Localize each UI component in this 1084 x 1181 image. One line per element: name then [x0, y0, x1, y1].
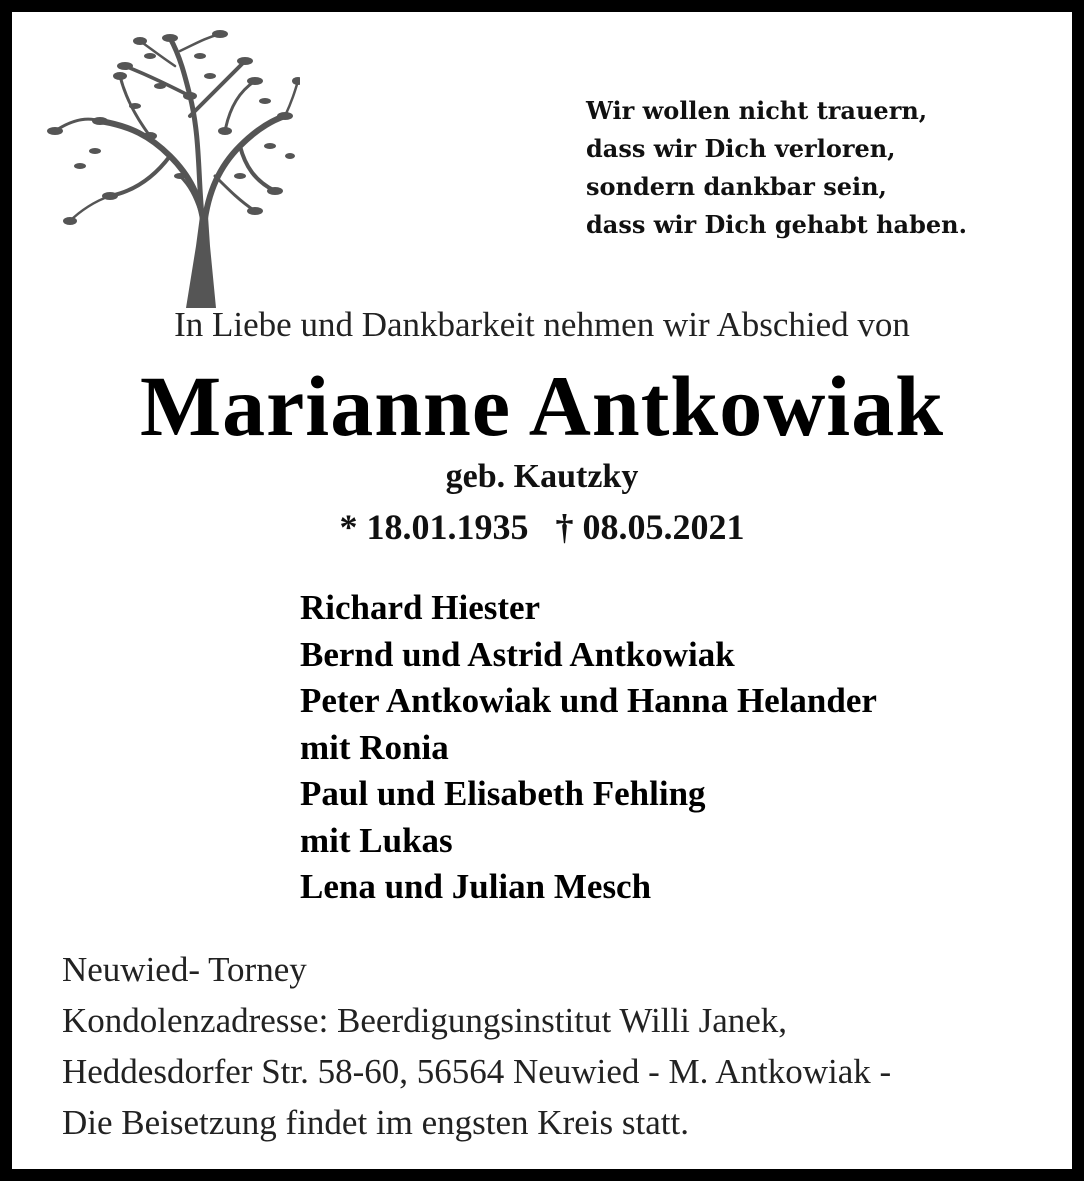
- poem-line: dass wir Dich gehabt haben.: [586, 210, 967, 239]
- poem: [586, 92, 1036, 244]
- intro-text: In Liebe und Dankbarkeit nehmen wir Abschied von: [174, 305, 910, 344]
- mourner-line: Bernd und Astrid Antkowiak: [300, 634, 735, 674]
- mourners-list: [300, 585, 1040, 911]
- mourner-line: mit Lukas: [300, 820, 453, 860]
- deceased-name: Marianne Antkowiak: [139, 358, 945, 454]
- mourner-line: mit Ronia: [300, 727, 449, 767]
- poem-line: dass wir Dich verloren,: [586, 134, 896, 163]
- footer-info: [62, 944, 1052, 1148]
- footer-line: Heddesdorfer Str. 58-60, 56564 Neuwied - M. Antkowiak -: [62, 1052, 892, 1091]
- mourner-line: Richard Hiester: [300, 588, 541, 627]
- footer-line: Die Beisetzung findet im engsten Kreis statt.: [62, 1103, 689, 1142]
- footer-line: Kondolenzadresse: Beerdigungsinstitut Willi Janek,: [62, 1001, 788, 1040]
- mourner-line: Lena und Julian Mesch: [300, 867, 652, 906]
- mourner-line: Peter Antkowiak und Hanna Helander: [300, 681, 877, 720]
- footer-line: Neuwied- Torney: [62, 950, 307, 989]
- life-dates: * 18.01.1935 † 08.05.2021: [339, 507, 745, 547]
- tree-icon: [40, 26, 300, 308]
- poem-line: Wir wollen nicht trauern,: [586, 96, 928, 125]
- poem-line: sondern dankbar sein,: [586, 172, 887, 201]
- mourner-line: Paul und Elisabeth Fehling: [300, 774, 706, 813]
- birth-name: geb. Kautzky: [445, 458, 639, 495]
